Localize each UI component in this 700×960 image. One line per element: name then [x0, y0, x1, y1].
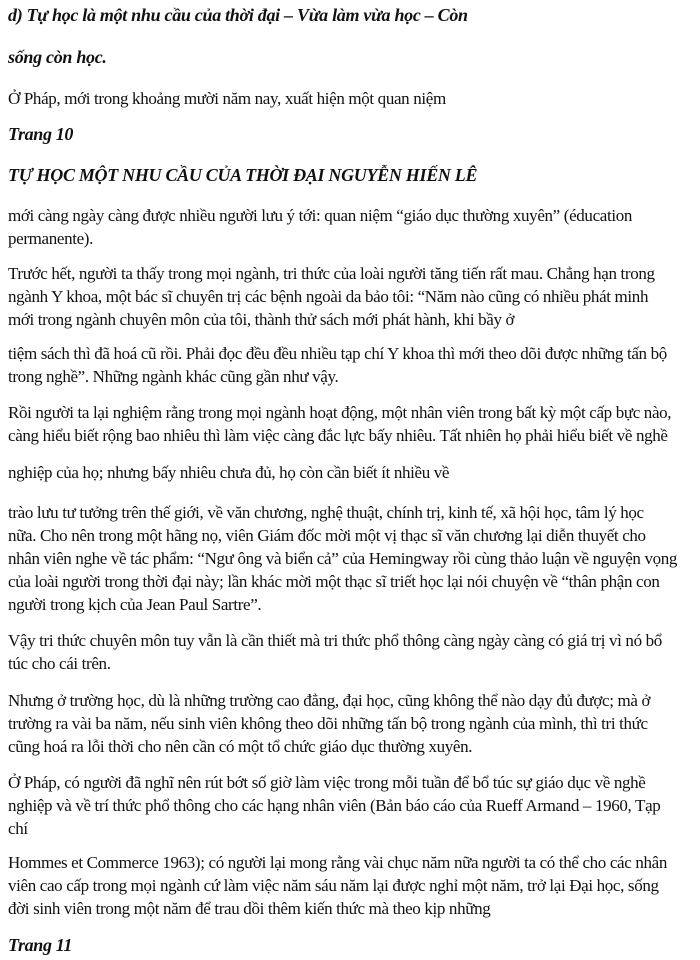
paragraph-line: nữa. Cho nên trong một hãng nọ, viên Giám đốc mời một vị thạc sĩ văn chương lại diễn thuyết cho — [8, 526, 646, 545]
paragraph-line: người trong kịch của Jean Paul Sartre”. — [8, 595, 262, 614]
paragraph-line: của loài người trong thời đại này; lần khác mời một thạc sĩ triết học lại nói chuyện về “thân phận con — [8, 572, 660, 591]
paragraph-line: Rồi người ta lại nghiệm rằng trong mọi ngành hoạt động, một nhân viên trong bất kỳ một cấp bực nào, — [8, 403, 672, 422]
paragraph-line: trường ra vài ba năm, nếu sinh viên không theo dõi những tấn bộ trong ngành của mình, thì tri thức — [8, 714, 648, 733]
paragraph-line: trong nghề”. Những ngành khác cũng gần như vậy. — [8, 367, 339, 386]
paragraph-line: Vậy tri thức chuyên môn tuy vẫn là cần thiết mà tri thức phổ thông càng ngày càng có giá trị vì nó bổ — [8, 631, 662, 650]
paragraph-line: permanente). — [8, 229, 94, 248]
paragraph-line: túc cho cái trên. — [8, 654, 111, 673]
paragraph-line: tiệm sách thì đã hoá cũ rồi. Phải đọc đều đều nhiều tạp chí Y khoa thì mới theo dõi được những tấn bộ — [8, 344, 667, 363]
paragraph-line: Trước hết, người ta thấy trong mọi ngành, tri thức của loài người tăng tiến rất mau. Chẳng hạn trong — [8, 264, 655, 283]
paragraph-line: càng hiểu biết rộng bao nhiêu thì làm việc càng đắc lực bấy nhiêu. Tất nhiên họ phải hiểu biết về nghề — [8, 426, 668, 445]
paragraph-line: ngành Y khoa, một bác sĩ chuyên trị các bệnh ngoài da bảo tôi: “Năm nào cũng có nhiều phát minh — [8, 287, 649, 306]
section-heading-line-2: sống còn học. — [8, 47, 107, 67]
paragraph-line: mới trong ngành chuyên môn của tôi, thành thử sách mới phát hành, khi bầy ở — [8, 310, 515, 329]
paragraph-line: viên cao cấp trong mọi ngành cứ làm việc năm sáu năm lại được nghỉ một năm, trở lại Đại học, sống — [8, 876, 659, 895]
section-heading-line-1: d) Tự học là một nhu cầu của thời đại – Vừa làm vừa học – Còn — [8, 5, 468, 25]
paragraph-line: cũng hoá ra lỗi thời cho nên cần có một tổ chức giáo dục thường xuyên. — [8, 737, 473, 756]
paragraph-line: nhân viên nghe về tác phẩm: “Ngư ông và biển cả” của Hemingway rồi cùng thảo luận về nguyện vọng — [8, 549, 678, 568]
page-marker-11: Trang 11 — [8, 935, 73, 955]
paragraph-line: nghiệp và về trí thức phổ thông cho các hạng nhân viên (Bản báo cáo của Rueff Armand – 1960, Tạp — [8, 796, 661, 815]
paragraph-line: Hommes et Commerce 1963); có người lại mong rằng vài chục năm nữa người ta có thể cho các nhân — [8, 853, 667, 872]
paragraph-line: Ở Pháp, có người đã nghĩ nên rút bớt số giờ làm việc trong mỗi tuần để bổ túc sự giáo dục về nghề — [8, 773, 646, 792]
paragraph-line: chí — [8, 819, 28, 838]
paragraph-line: nghiệp của họ; nhưng bấy nhiêu chưa đủ, họ còn cần biết ít nhiều về — [8, 463, 450, 482]
running-title: TỰ HỌC MỘT NHU CẦU CỦA THỜI ĐẠI NGUYỄN HIẾN LÊ — [8, 165, 478, 185]
paragraph-line: trào lưu tư tưởng trên thế giới, về văn chương, nghệ thuật, chính trị, kinh tế, xã hội học, tâm lý học — [8, 503, 644, 522]
paragraph-line: Nhưng ở trường học, dù là những trường cao đẳng, đại học, cũng không thể nào dạy đủ được; mà ở — [8, 691, 651, 710]
paragraph-line: mới càng ngày càng được nhiều người lưu ý tới: quan niệm “giáo dục thường xuyên” (éducation — [8, 206, 633, 225]
intro-line: Ở Pháp, mới trong khoảng mười năm nay, xuất hiện một quan niệm — [8, 89, 446, 108]
page-marker-10: Trang 10 — [8, 124, 74, 144]
paragraph-line: đời sinh viên trong một năm để trau dồi thêm kiến thức mà theo kịp những — [8, 899, 491, 918]
